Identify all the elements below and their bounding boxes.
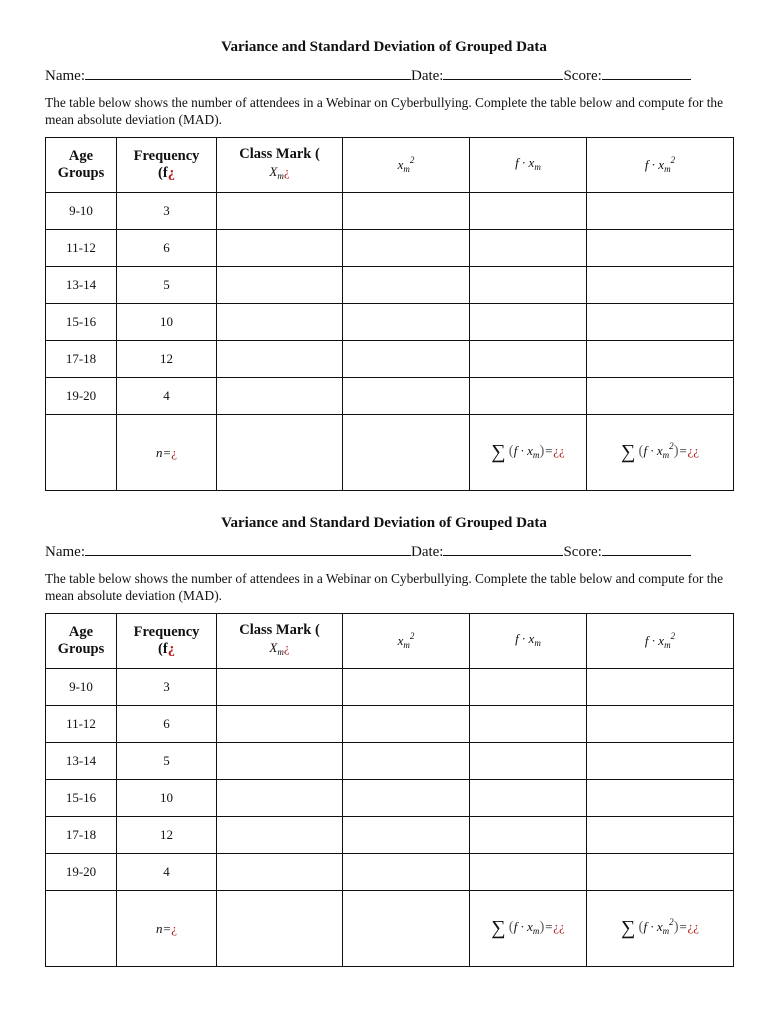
- name-label: Name:: [45, 68, 85, 84]
- header-age-groups: Age Groups: [46, 138, 117, 193]
- f-times-xm-cell[interactable]: [470, 817, 587, 854]
- f-times-xm-cell[interactable]: [470, 706, 587, 743]
- class-mark-cell[interactable]: [217, 378, 343, 415]
- age-group-cell: 15-16: [46, 304, 117, 341]
- header-xm-squared: $x_m^2$: [343, 138, 470, 193]
- header-class-mark: Class Mark ( $X_m¿$: [217, 614, 343, 669]
- xm-squared-cell[interactable]: [343, 817, 470, 854]
- table-header-row: [46, 138, 734, 193]
- sum-f-xm-cell[interactable]: ∑ $(f \cdot x_m)=¿¿$: [470, 415, 587, 491]
- xm-squared-cell[interactable]: [343, 780, 470, 817]
- frequency-cell: 12: [117, 341, 217, 378]
- table-header-row: [46, 614, 734, 669]
- total-n-cell[interactable]: n=¿: [117, 415, 217, 491]
- table-row: [46, 341, 734, 378]
- f-times-xm-squared-cell[interactable]: [587, 743, 734, 780]
- header-f-times-xm-squared: $f \cdot x_m^2$: [587, 138, 734, 193]
- class-mark-cell[interactable]: [217, 669, 343, 706]
- table-row: [46, 230, 734, 267]
- frequency-cell: 12: [117, 817, 217, 854]
- f-times-xm-squared-cell[interactable]: [587, 854, 734, 891]
- xm-squared-cell[interactable]: [343, 193, 470, 230]
- xm-squared-cell[interactable]: [343, 267, 470, 304]
- header-f-times-xm: $f \cdot x_m$: [470, 614, 587, 669]
- age-group-cell: 13-14: [46, 267, 117, 304]
- header-f-times-xm-squared: $f \cdot x_m^2$: [587, 614, 734, 669]
- f-times-xm-cell[interactable]: [470, 341, 587, 378]
- frequency-cell: 6: [117, 230, 217, 267]
- header-f-times-xm: $f \cdot x_m$: [470, 138, 587, 193]
- sum-f-xm-squared-cell[interactable]: ∑ $(f \cdot x_m^2)=¿¿$: [587, 891, 734, 967]
- f-times-xm-cell[interactable]: [470, 304, 587, 341]
- xm-squared-cell[interactable]: [343, 304, 470, 341]
- score-label: Score:: [563, 68, 602, 84]
- f-times-xm-squared-cell[interactable]: [587, 341, 734, 378]
- f-times-xm-squared-cell[interactable]: [587, 267, 734, 304]
- score-blank[interactable]: [602, 543, 691, 556]
- f-times-xm-cell[interactable]: [470, 743, 587, 780]
- table-row: [46, 817, 734, 854]
- f-times-xm-squared-cell[interactable]: [587, 193, 734, 230]
- student-info-line: [45, 67, 725, 85]
- f-times-xm-squared-cell[interactable]: [587, 230, 734, 267]
- worksheet: [0, 476, 768, 952]
- f-times-xm-squared-cell[interactable]: [587, 706, 734, 743]
- f-times-xm-cell[interactable]: [470, 193, 587, 230]
- table-row: [46, 193, 734, 230]
- xm-squared-cell[interactable]: [343, 669, 470, 706]
- header-frequency: Frequency (f¿: [117, 614, 217, 669]
- frequency-cell: 3: [117, 669, 217, 706]
- totals-blank-cell: [46, 891, 117, 967]
- header-xm-squared: $x_m^2$: [343, 614, 470, 669]
- header-frequency: Frequency (f¿: [117, 138, 217, 193]
- class-mark-cell[interactable]: [217, 743, 343, 780]
- table-row: [46, 378, 734, 415]
- xm-squared-cell[interactable]: [343, 743, 470, 780]
- name-label: Name:: [45, 544, 85, 560]
- table-row: [46, 854, 734, 891]
- totals-blank-cell: [217, 891, 343, 967]
- class-mark-cell[interactable]: [217, 854, 343, 891]
- frequency-cell: 10: [117, 304, 217, 341]
- frequency-cell: 3: [117, 193, 217, 230]
- xm-squared-cell[interactable]: [343, 706, 470, 743]
- frequency-cell: 4: [117, 854, 217, 891]
- name-blank[interactable]: [85, 67, 411, 80]
- name-blank[interactable]: [85, 543, 411, 556]
- instructions: The table below shows the number of attendees in a Webinar on Cyberbullying. Complete the table below and compute for the mean absolute deviation (MAD).: [45, 95, 724, 127]
- table-row: [46, 669, 734, 706]
- header-class-mark: Class Mark ( $X_m¿$: [217, 138, 343, 193]
- worksheet-title: Variance and Standard Deviation of Grouped Data: [221, 39, 547, 55]
- age-group-cell: 13-14: [46, 743, 117, 780]
- f-times-xm-cell[interactable]: [470, 267, 587, 304]
- class-mark-cell[interactable]: [217, 706, 343, 743]
- class-mark-cell[interactable]: [217, 267, 343, 304]
- f-times-xm-squared-cell[interactable]: [587, 304, 734, 341]
- f-times-xm-cell[interactable]: [470, 378, 587, 415]
- f-times-xm-cell[interactable]: [470, 230, 587, 267]
- age-group-cell: 11-12: [46, 706, 117, 743]
- table-row: [46, 706, 734, 743]
- age-group-cell: 9-10: [46, 669, 117, 706]
- frequency-cell: 6: [117, 706, 217, 743]
- xm-squared-cell[interactable]: [343, 378, 470, 415]
- age-group-cell: 15-16: [46, 780, 117, 817]
- age-group-cell: 17-18: [46, 341, 117, 378]
- f-times-xm-cell[interactable]: [470, 669, 587, 706]
- class-mark-cell[interactable]: [217, 780, 343, 817]
- age-group-cell: 17-18: [46, 817, 117, 854]
- worksheet-title: Variance and Standard Deviation of Grouped Data: [221, 515, 547, 531]
- xm-squared-cell[interactable]: [343, 341, 470, 378]
- sum-f-xm-cell[interactable]: ∑ $(f \cdot x_m)=¿¿$: [470, 891, 587, 967]
- xm-squared-cell[interactable]: [343, 230, 470, 267]
- student-info-line: [45, 543, 725, 561]
- frequency-cell: 5: [117, 267, 217, 304]
- score-label: Score:: [563, 544, 602, 560]
- frequency-table: [45, 613, 734, 967]
- score-blank[interactable]: [602, 67, 691, 80]
- date-label: Date:: [410, 544, 444, 560]
- xm-squared-cell[interactable]: [343, 854, 470, 891]
- age-group-cell: 19-20: [46, 854, 117, 891]
- table-row: [46, 780, 734, 817]
- frequency-cell: 4: [117, 378, 217, 415]
- totals-blank-cell: [343, 891, 470, 967]
- class-mark-cell[interactable]: [217, 304, 343, 341]
- class-mark-cell[interactable]: [217, 230, 343, 267]
- table-row: [46, 743, 734, 780]
- f-times-xm-squared-cell[interactable]: [587, 378, 734, 415]
- class-mark-cell[interactable]: [217, 817, 343, 854]
- frequency-cell: 10: [117, 780, 217, 817]
- worksheet: [0, 0, 768, 476]
- instructions: The table below shows the number of attendees in a Webinar on Cyberbullying. Complete the table below and compute for the mean absolute deviation (MAD).: [45, 571, 724, 603]
- header-age-groups: Age Groups: [46, 614, 117, 669]
- frequency-cell: 5: [117, 743, 217, 780]
- age-group-cell: 9-10: [46, 193, 117, 230]
- frequency-table: [45, 137, 734, 491]
- table-row: [46, 267, 734, 304]
- class-mark-cell[interactable]: [217, 341, 343, 378]
- table-totals-row: [46, 891, 734, 967]
- date-blank[interactable]: [443, 543, 563, 556]
- f-times-xm-cell[interactable]: [470, 780, 587, 817]
- f-times-xm-cell[interactable]: [470, 854, 587, 891]
- f-times-xm-squared-cell[interactable]: [587, 669, 734, 706]
- date-label: Date:: [410, 68, 444, 84]
- age-group-cell: 11-12: [46, 230, 117, 267]
- f-times-xm-squared-cell[interactable]: [587, 780, 734, 817]
- total-n-cell[interactable]: n=¿: [117, 891, 217, 967]
- table-row: [46, 304, 734, 341]
- age-group-cell: 19-20: [46, 378, 117, 415]
- sum-f-xm-squared-cell[interactable]: ∑ $(f \cdot x_m^2)=¿¿$: [587, 415, 734, 491]
- date-blank[interactable]: [443, 67, 563, 80]
- f-times-xm-squared-cell[interactable]: [587, 817, 734, 854]
- class-mark-cell[interactable]: [217, 193, 343, 230]
